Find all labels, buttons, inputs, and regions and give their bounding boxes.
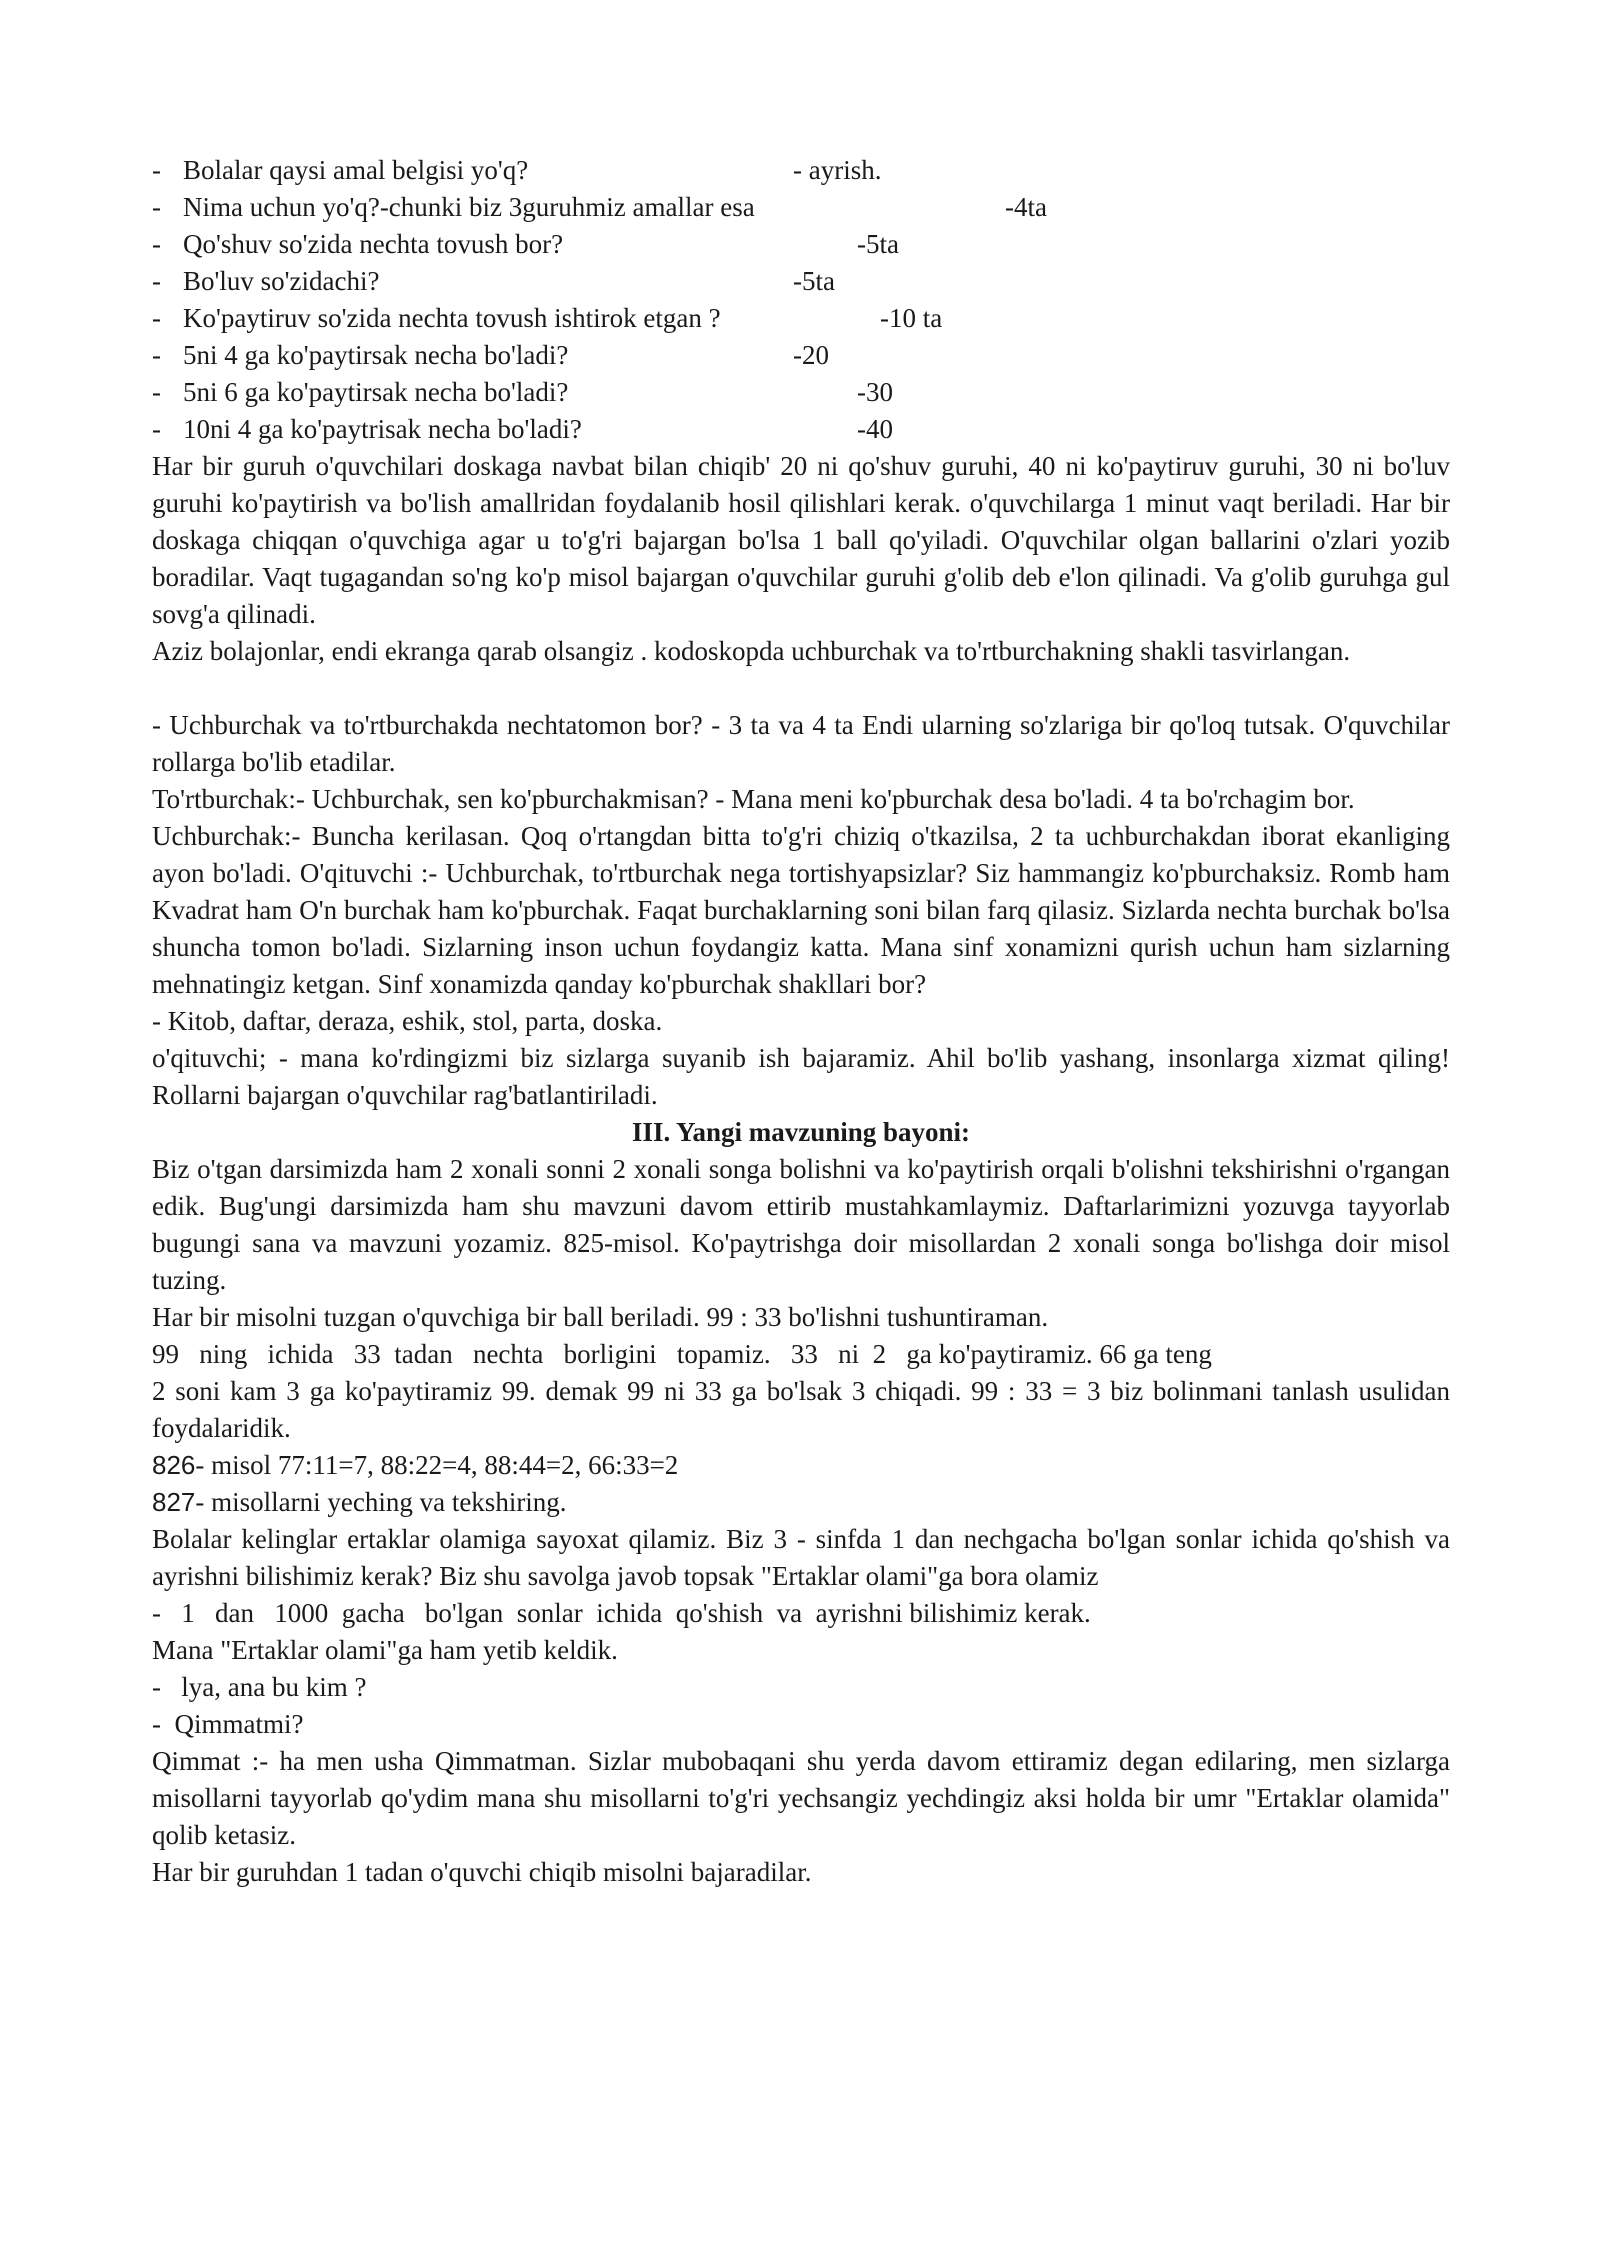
qa-answer: -5ta xyxy=(857,229,899,259)
qa-question: Ko'paytiruv so'zida nechta tovush ishtirok etgan ? xyxy=(183,303,721,333)
paragraph: Har bir misolni tuzgan o'quvchiga bir ball beriladi. 99 : 33 bo'lishni tushuntiraman. xyxy=(152,1302,1049,1332)
paragraph: - Kitob, daftar, deraza, eshik, stol, parta, doska. xyxy=(152,1006,663,1036)
qa-answer: -30 xyxy=(857,377,893,407)
qa-answer: - ayrish. xyxy=(793,155,882,185)
qa-question: 5ni 4 ga ko'paytirsak necha bo'ladi? xyxy=(183,340,569,370)
paragraph-line: 99 ning ichida 33 tadan nechta borligini topamiz. 33 ni 2 ga ko'paytiramiz. 66 ga teng xyxy=(152,1339,1212,1369)
qa-item: - 5ni 4 ga ko'paytirsak necha bo'ladi? -20 xyxy=(152,337,1450,374)
qa-question: Qo'shuv so'zida nechta tovush bor? xyxy=(183,229,564,259)
exercise-number: 826 xyxy=(152,1450,196,1480)
paragraph: Mana "Ertaklar olami"ga ham yetib keldik. xyxy=(152,1635,618,1665)
qa-question: 10ni 4 ga ko'paytrisak necha bo'ladi? xyxy=(183,414,582,444)
paragraph: 2 soni kam 3 ga ko'paytiramiz 99. demak 99 ni 33 ga bo'lsak 3 chiqadi. 99 : 33 = 3 biz bolinmani tanlash usulidan foydalaridik. xyxy=(152,1376,1450,1443)
qa-question: Nima uchun yo'q?-chunki biz 3guruhmiz amallar esa xyxy=(183,192,755,222)
paragraph: Har bir guruh o'quvchilari doskaga navbat bilan chiqib' 20 ni qo'shuv guruhi, 40 ni ko'paytiruv guruhi, 30 ni bo'luv guruhi ko'paytirish va bo'lish amallridan foydalanib hosil qilishlari kerak. o'quvchilarga 1 minut vaqt beriladi. Har bir doskaga chiqqan o'quvchiga agar u to'g'ri bajargan bo'lsa 1 ball qo'yiladi. O'quvchilar olgan ballarini o'zlari yozib boradilar. Vaqt tugagandan so'ng ko'p misol bajargan o'quvchilar guruhi g'olib deb e'lon qilinadi. Va g'olib guruhga gul sovg'a qilinadi. xyxy=(152,451,1450,629)
qa-answer: -4ta xyxy=(1005,192,1047,222)
qa-question: 5ni 6 ga ko'paytirsak necha bo'ladi? xyxy=(183,377,569,407)
paragraph: Har bir guruhdan 1 tadan o'quvchi chiqib misolni bajaradilar. xyxy=(152,1857,812,1887)
paragraph-line: - Qimmatmi? xyxy=(152,1709,304,1739)
paragraph-line: - lya, ana bu kim ? xyxy=(152,1672,367,1702)
qa-item: - Ko'paytiruv so'zida nechta tovush ishtirok etgan ? -10 ta xyxy=(152,300,1450,337)
paragraph: Aziz bolajonlar, endi ekranga qarab olsangiz . kodoskopda uchburchak va to'rtburchakning shakli tasvirlangan. xyxy=(152,636,1351,666)
qa-item: - 10ni 4 ga ko'paytrisak necha bo'ladi? -40 xyxy=(152,411,1450,448)
qa-answer: -20 xyxy=(793,340,829,370)
qa-item: - Bo'luv so'zidachi? -5ta xyxy=(152,263,1450,300)
paragraph: To'rtburchak:- Uchburchak, sen ko'pburchakmisan? - Mana meni ko'pburchak desa bo'ladi. 4 ta bo'rchagim bor. xyxy=(152,784,1355,814)
qa-answer: -40 xyxy=(857,414,893,444)
qa-answer: -5ta xyxy=(793,266,835,296)
document-body xyxy=(152,152,1450,1891)
exercise-text: - misol 77:11=7, 88:22=4, 88:44=2, 66:33=2 xyxy=(195,1450,679,1480)
exercise-number: 827 xyxy=(152,1487,196,1517)
qa-answer: -10 ta xyxy=(880,303,943,333)
section-heading: III. Yangi mavzuning bayoni: xyxy=(631,1117,971,1147)
paragraph: Uchburchak:- Buncha kerilasan. Qoq o'rtangdan bitta to'g'ri chiziq o'tkazilsa, 2 ta uchburchakdan iborat ekanliging ayon bo'ladi. O'qituvchi :- Uchburchak, to'rtburchak nega tortishyapsizlar? Siz hammangiz ko'pburchaksiz. Romb ham Kvadrat ham O'n burchak ham ko'pburchak. Faqat burchaklarning soni bilan farq qilasiz. Sizlarda nechta burchak bo'lsa shuncha tomon bo'ladi. Sizlarning inson uchun foydangiz katta. Mana sinf xonamizni qurish uchun ham sizlarning mehnatingiz ketgan. Sinf xonamizda qanday ko'pburchak shakllari bor? xyxy=(152,821,1450,999)
paragraph: Qimmat :- ha men usha Qimmatman. Sizlar mubobaqani shu yerda davom ettiramiz degan edilaring, men sizlarga misollarni tayyorlab qo'ydim mana shu misollarni to'g'ri yechsangiz yechdingiz aksi holda bir umr "Ertaklar olamida" qolib ketasiz. xyxy=(152,1746,1450,1850)
qa-item: - Qo'shuv so'zida nechta tovush bor? -5ta xyxy=(152,226,1450,263)
paragraph: Bolalar kelinglar ertaklar olamiga sayoxat qilamiz. Biz 3 - sinfda 1 dan nechgacha bo'lgan sonlar ichida qo'shish va ayrishni bilishimiz kerak? Biz shu savolga javob topsak "Ertaklar olami"ga bora olamiz xyxy=(152,1524,1450,1591)
paragraph: - Uchburchak va to'rtburchakda nechtatomon bor? - 3 ta va 4 ta Endi ularning so'zlariga bir qo'loq tutsak. O'quvchilar rollarga bo'lib etadilar. xyxy=(152,710,1450,777)
paragraph: Biz o'tgan darsimizda ham 2 xonali sonni 2 xonali songa bolishni va ko'paytirish orqali b'olishni tekshirishni o'rgangan edik. Bug'ungi darsimizda ham shu mavzuni davom ettirib mustahkamlaymiz. Daftarlarimizni yozuvga tayyorlab bugungi sana va mavzuni yozamiz. 825-misol. Ko'paytrishga doir misollardan 2 xonali songa bo'lishga doir misol tuzing. xyxy=(152,1154,1450,1295)
paragraph-line: - 1 dan 1000 gacha bo'lgan sonlar ichida qo'shish va ayrishni bilishimiz kerak. xyxy=(152,1598,1091,1628)
qa-question: Bolalar qaysi amal belgisi yo'q? xyxy=(183,155,529,185)
exercise-826 xyxy=(152,1447,1450,1484)
paragraph: o'qituvchi; - mana ko'rdingizmi biz sizlarga suyanib ish bajaramiz. Ahil bo'lib yashang, insonlarga xizmat qiling! Rollarni bajargan o'quvchilar rag'batlantiriladi. xyxy=(152,1043,1450,1110)
exercise-827 xyxy=(152,1484,1450,1521)
qa-item: - 5ni 6 ga ko'paytirsak necha bo'ladi? -30 xyxy=(152,374,1450,411)
exercise-text: - misollarni yeching va tekshiring. xyxy=(195,1487,567,1517)
qa-item: - Bolalar qaysi amal belgisi yo'q? - ayrish. xyxy=(152,152,1450,189)
qa-item: - Nima uchun yo'q?-chunki biz 3guruhmiz amallar esa -4ta xyxy=(152,189,1450,226)
qa-question: Bo'luv so'zidachi? xyxy=(183,266,380,296)
